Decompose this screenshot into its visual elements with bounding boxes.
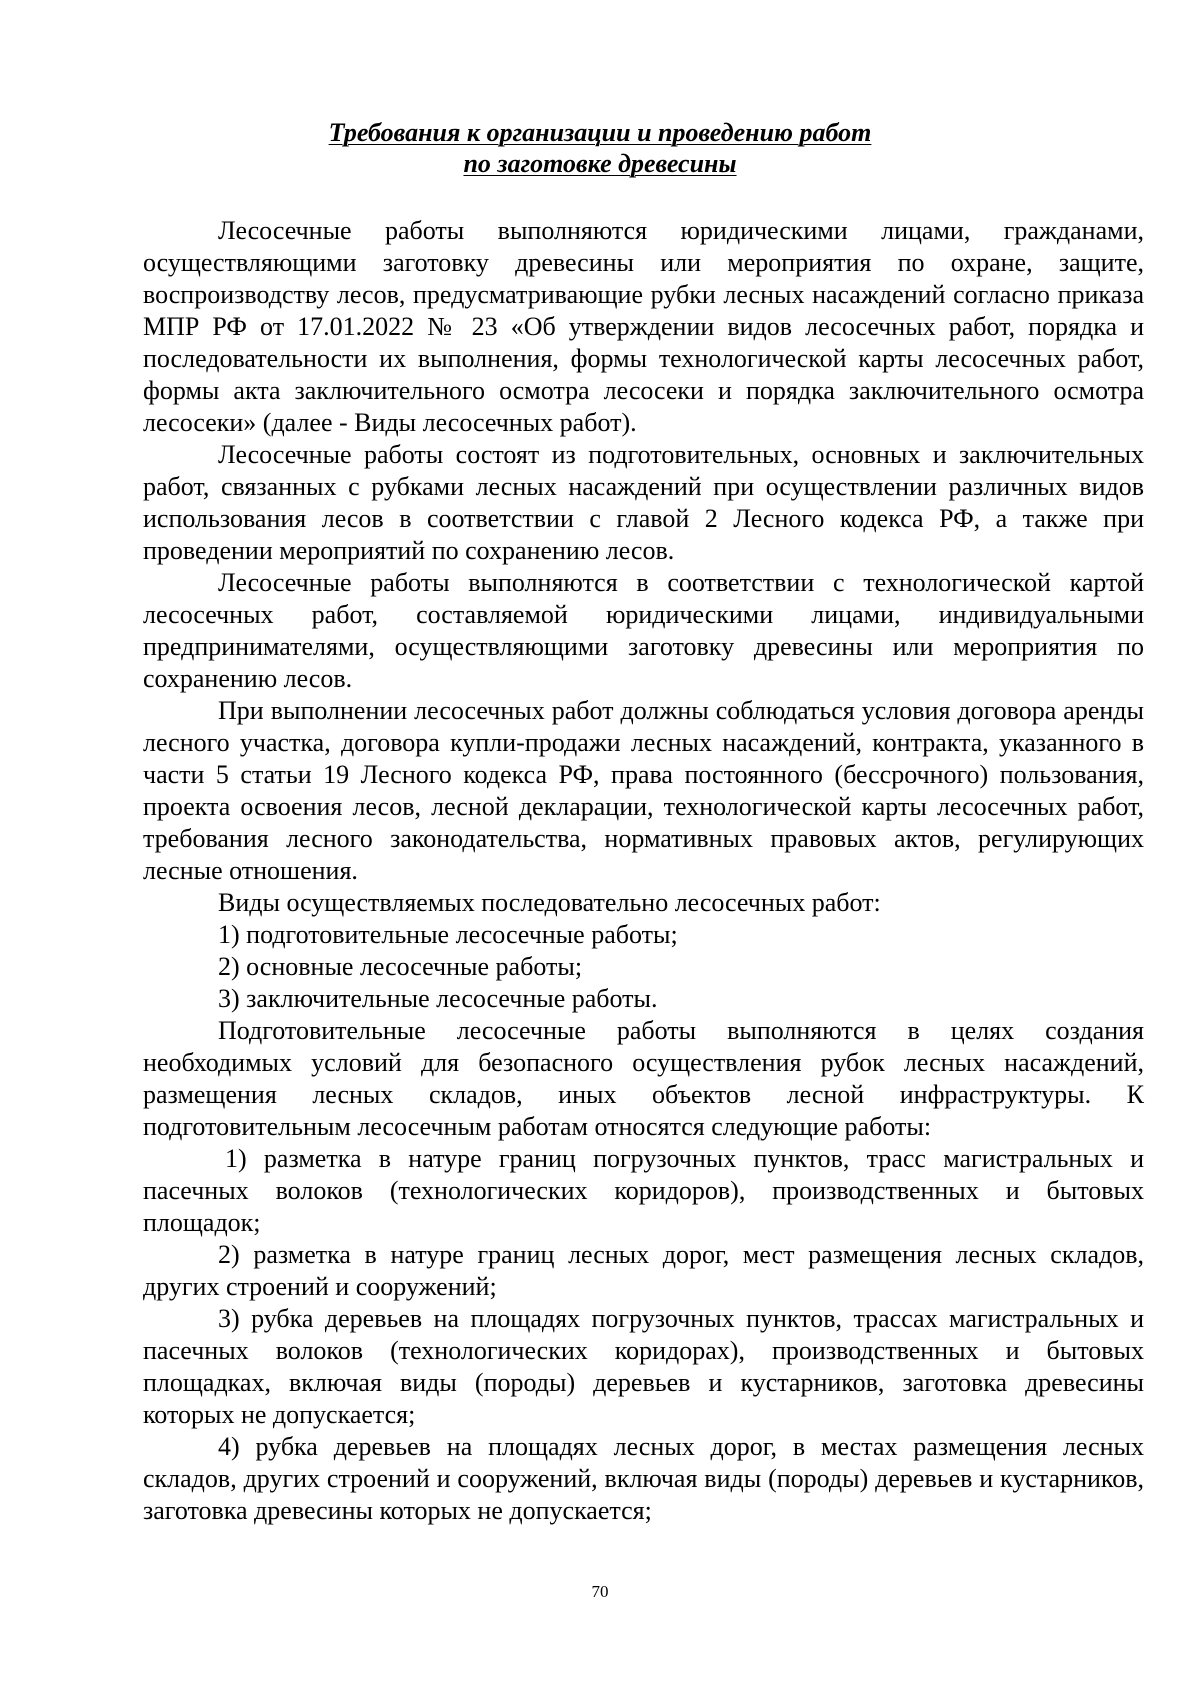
list-item-preparatory-work: 3) рубка деревьев на площадях погрузочных пунктов, трассах магистральных и пасечных волоков (технологических коридорах), производственных и бытовых площадках, включая виды (породы) деревьев и кустарников, заготовка древесины которых не допускается; [143, 1304, 1144, 1429]
document-title-line-1: Требования к организации и проведению работ [328, 118, 872, 147]
list-item-work-type: 2) основные лесосечные работы; [218, 952, 583, 981]
list-item-preparatory-work: 2) разметка в натуре границ лесных дорог, мест размещения лесных складов, других строений и сооружений; [143, 1240, 1144, 1301]
paragraph-work-types-heading: Виды осуществляемых последовательно лесосечных работ: [218, 888, 881, 917]
list-item-preparatory-work: 1) разметка в натуре границ погрузочных пунктов, трасс магистральных и пасечных волоков (технологических коридоров), производственных и бытовых площадок; [143, 1144, 1144, 1237]
document-title-line-2: по заготовке древесины [463, 149, 737, 178]
list-item-work-type: 3) заключительные лесосечные работы. [218, 984, 658, 1013]
document-title [0, 117, 1200, 179]
paragraph-preparatory-works: Подготовительные лесосечные работы выполняются в целях создания необходимых условий для безопасного осуществления рубок лесных насаждений, размещения лесных складов, иных объектов лесной инфраструктуры. К подготовительным лесосечным работам относятся следующие работы: [143, 1016, 1144, 1141]
page-number: 70 [591, 1582, 609, 1601]
paragraph-technological-map: Лесосечные работы выполняются в соответствии с технологической картой лесосечных работ, составляемой юридическими лицами, индивидуальными предпринимателями, осуществляющими заготовку древесины или мероприятия по сохранению лесов. [143, 568, 1144, 693]
paragraph-conditions: При выполнении лесосечных работ должны соблюдаться условия договора аренды лесного участка, договора купли-продажи лесных насаждений, контракта, указанного в части 5 статьи 19 Лесного кодекса РФ, права постоянного (бессрочного) пользования, проекта освоения лесов, лесной декларации, технологической карты лесосечных работ, требования лесного законодательства, нормативных правовых актов, регулирующих лесные отношения. [143, 696, 1144, 885]
list-item-preparatory-work: 4) рубка деревьев на площадях лесных дорог, в местах размещения лесных складов, других строений и сооружений, включая виды (породы) деревьев и кустарников, заготовка древесины которых не допускается; [143, 1432, 1144, 1525]
document-body [143, 215, 1144, 1527]
list-item-work-type: 1) подготовительные лесосечные работы; [218, 920, 678, 949]
paragraph-intro: Лесосечные работы выполняются юридическими лицами, гражданами, осуществляющими заготовку древесины или мероприятия по охране, защите, воспроизводству лесов, предусматривающие рубки лесных насаждений согласно приказа МПР РФ от 17.01.2022 № 23 «Об утверждении видов лесосечных работ, порядка и последовательности их выполнения, формы технологической карты лесосечных работ, формы акта заключительного осмотра лесосеки и порядка заключительного осмотра лесосеки» (далее - Виды лесосечных работ). [143, 216, 1144, 437]
paragraph-work-composition: Лесосечные работы состоят из подготовительных, основных и заключительных работ, связанных с рубками лесных насаждений при осуществлении различных видов использования лесов в соответствии с главой 2 Лесного кодекса РФ, а также при проведении мероприятий по сохранению лесов. [143, 440, 1144, 565]
